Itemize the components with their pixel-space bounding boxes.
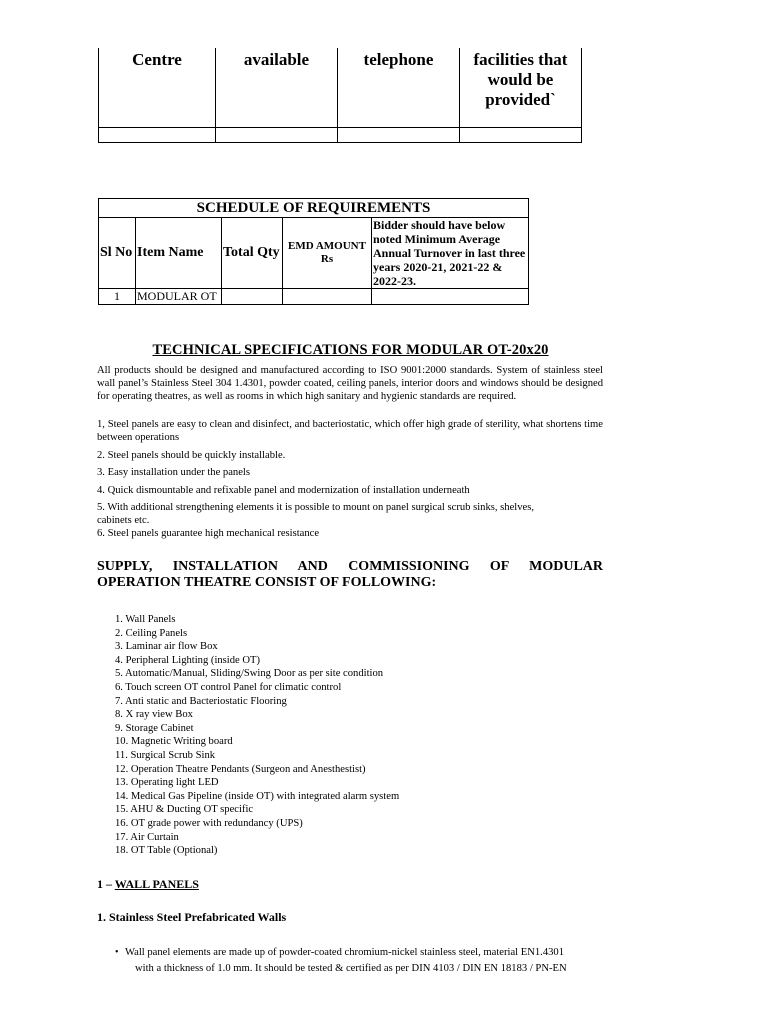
list-item: 12. Operation Theatre Pendants (Surgeon and Anesthestist) — [115, 763, 366, 775]
list-item: 18. OT Table (Optional) — [115, 845, 218, 857]
list-item: 9. Storage Cabinet — [115, 722, 194, 734]
point-4: 4. Quick dismountable and refixable panel and modernization of installation underneath — [97, 485, 470, 496]
intro-paragraph: All products should be designed and manufactured according to ISO 9001:2000 standards. System of stainless steel wall panel’s Stainless Steel 304 1.4301, powder coated, ceiling panels, interior doors and windows should be designed for operating theatres, as well as rooms in which high sanitary and hygienic standards are required. — [97, 365, 603, 402]
table-header-cell: available — [216, 48, 338, 128]
cell-emd — [283, 289, 372, 305]
emd-unit: Rs — [320, 253, 334, 265]
list-item: 6. Touch screen OT control Panel for climatic control — [115, 681, 342, 693]
section-heading-wall-panels — [97, 877, 199, 892]
list-item: 7. Anti static and Bacteriostatic Flooring — [115, 695, 287, 707]
list-item: 10. Magnetic Writing board — [115, 736, 233, 748]
supply-heading-line1: SUPPLY, INSTALLATION AND COMMISSIONING OF MODULAR — [97, 559, 603, 574]
point-3: 3. Easy installation under the panels — [97, 467, 250, 478]
list-item: 14. Medical Gas Pipeline (inside OT) with integrated alarm system — [115, 790, 400, 802]
schedule-title: SCHEDULE OF REQUIREMENTS — [99, 199, 529, 218]
cell-turnover — [372, 289, 529, 305]
list-item: 16. OT grade power with redundancy (UPS) — [115, 817, 303, 829]
list-item: 4. Peripheral Lighting (inside OT) — [115, 654, 261, 666]
table-header-cell: telephone — [338, 48, 460, 128]
subsection-heading: 1. Stainless Steel Prefabricated Walls — [97, 910, 287, 924]
list-item: 13. Operating light LED — [115, 777, 219, 789]
point-2: 2. Steel panels should be quickly installable. — [97, 450, 286, 461]
list-item: 15. AHU & Ducting OT specific — [115, 804, 254, 816]
col-header-emd — [283, 218, 372, 289]
supply-heading — [97, 559, 603, 591]
list-item: 11. Surgical Scrub Sink — [115, 749, 216, 761]
table-cell — [338, 128, 460, 143]
cell-qty — [222, 289, 283, 305]
list-item: 5. Automatic/Manual, Sliding/Swing Door as per site condition — [115, 668, 384, 680]
tech-spec-title: TECHNICAL SPECIFICATIONS FOR MODULAR OT-20x20 — [152, 342, 549, 358]
list-item: 2. Ceiling Panels — [115, 627, 188, 639]
table-header-cell: Centre — [99, 48, 216, 128]
cell-item: MODULAR OT — [136, 289, 222, 305]
point-6: 6. Steel panels guarantee high mechanical resistance — [97, 528, 320, 539]
bullet-text-line1: Wall panel elements are made up of powder-coated chromium-nickel stainless steel, material EN1.4301 — [125, 947, 565, 958]
table-cell — [460, 128, 582, 143]
supply-heading-line2: OPERATION THEATRE CONSIST OF FOLLOWING: — [97, 575, 437, 590]
table-header-cell: facilities that would be provided` — [460, 48, 582, 128]
emd-label: EMD AMOUNT — [288, 240, 366, 252]
list-item: 17. Air Curtain — [115, 831, 179, 843]
list-item: 3. Laminar air flow Box — [115, 641, 218, 653]
table-cell — [216, 128, 338, 143]
col-header-item: Item Name — [136, 218, 222, 289]
schedule-table — [98, 198, 529, 305]
table-cell — [99, 128, 216, 143]
section-number: 1 – — [97, 877, 115, 891]
cell-sl: 1 — [99, 289, 136, 305]
bullet-text-line2: with a thickness of 1.0 mm. It should be tested & certified as per DIN 4103 / DIN EN 18183 / PN-EN — [135, 963, 567, 974]
col-header-qty: Total Qty — [222, 218, 283, 289]
list-item: 8. X ray view Box — [115, 709, 193, 721]
section-title: WALL PANELS — [114, 877, 199, 891]
list-item: 1. Wall Panels — [115, 614, 176, 625]
components-list — [115, 613, 399, 858]
point-1: 1, Steel panels are easy to clean and disinfect, and bacteriostatic, which offer high grade of sterility, what shortens time between operations — [97, 419, 603, 443]
bullet-icon: • — [115, 947, 119, 958]
col-header-sl: Sl No — [99, 218, 136, 289]
col-header-turnover: Bidder should have below noted Minimum Average Annual Turnover in last three years 2020-21, 2021-22 & 2022-23. — [372, 218, 529, 289]
point-5: 5. With additional strengthening elements it is possible to mount on panel surgical scrub sinks, shelves, cabinets etc. — [97, 502, 535, 526]
facilities-table — [98, 48, 582, 143]
